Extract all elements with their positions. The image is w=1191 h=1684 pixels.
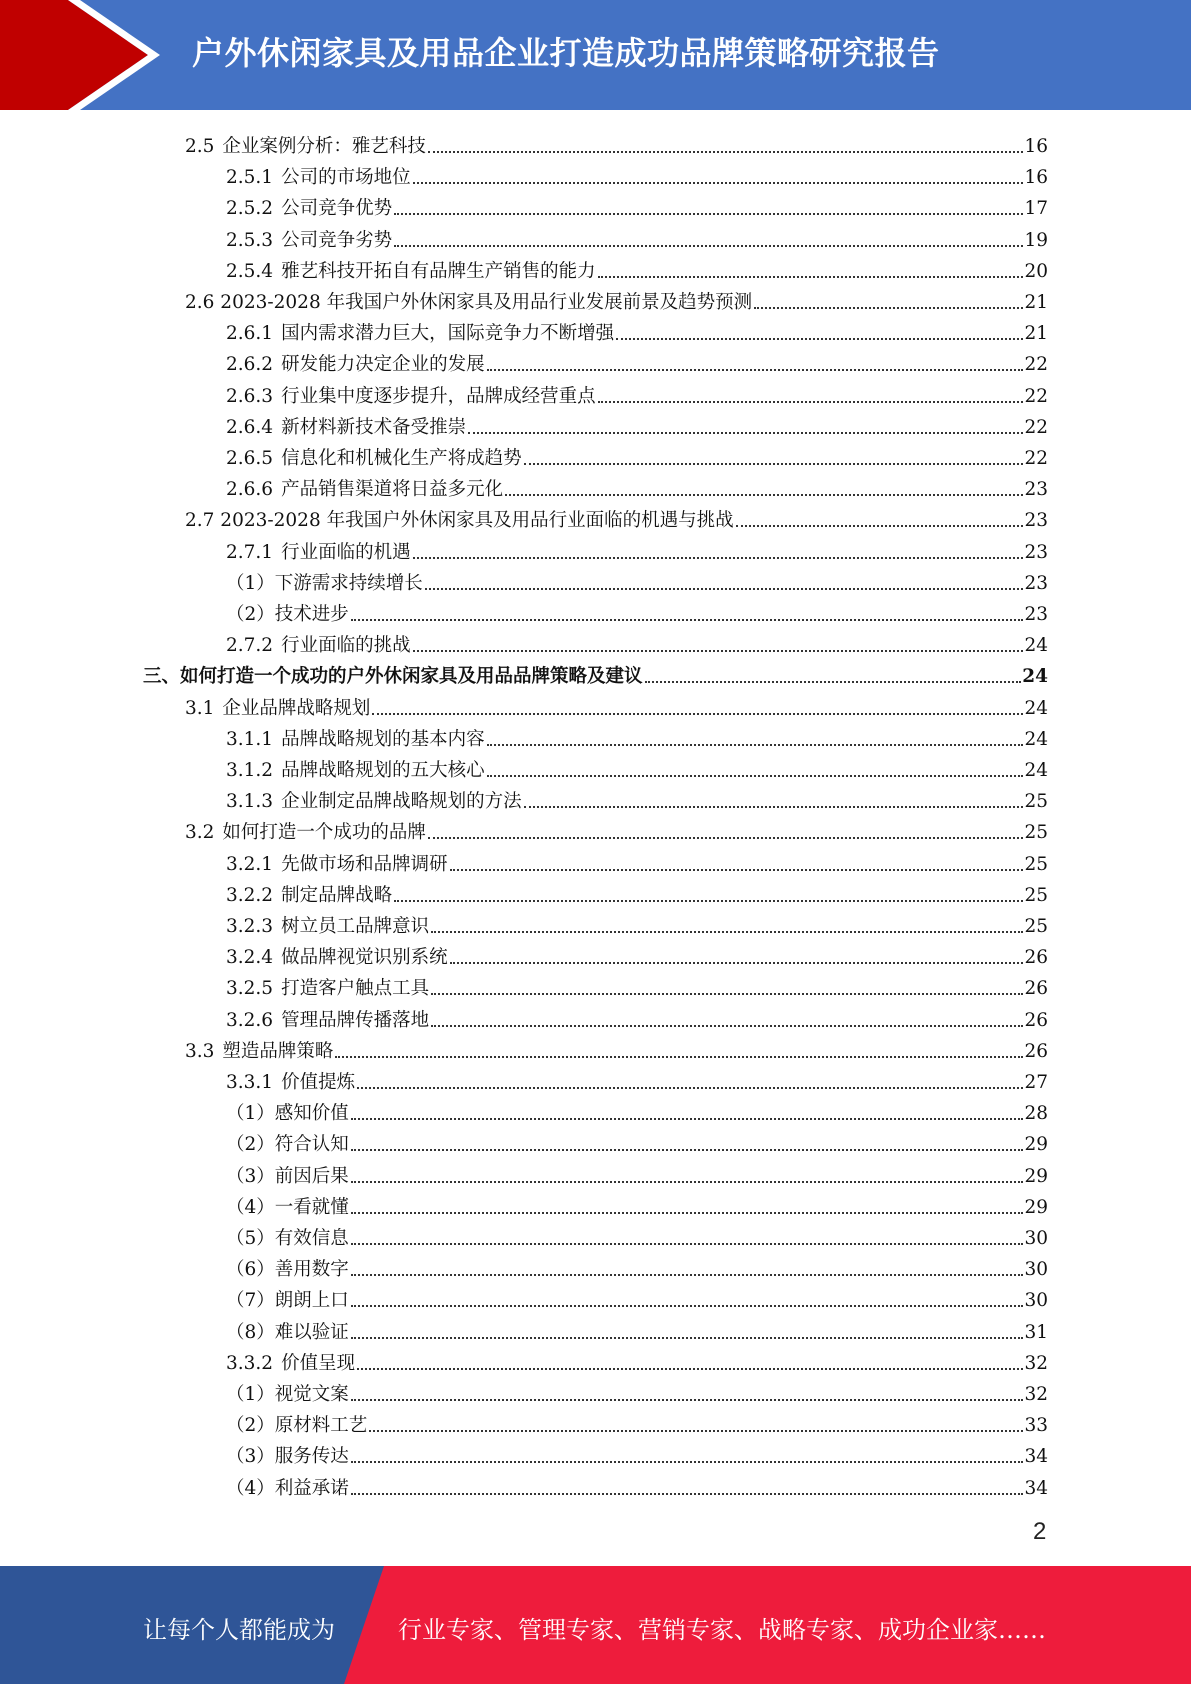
toc-entry-text: （8）难以验证	[226, 1321, 349, 1343]
toc-entry-number: 2.7.2	[226, 635, 274, 657]
toc-entry[interactable]	[226, 378, 1048, 409]
toc-entry[interactable]	[226, 1189, 1048, 1220]
toc-entry[interactable]	[226, 565, 1048, 596]
toc-entry-label	[226, 915, 431, 939]
toc-leader-dots	[357, 1368, 1023, 1370]
toc-entry-text: （5）有效信息	[226, 1228, 349, 1249]
toc-entry-number: 2.5.3	[226, 229, 274, 251]
toc-leader-dots	[394, 213, 1023, 215]
toc-leader-dots	[736, 525, 1024, 527]
page-number: 2	[1033, 1518, 1047, 1545]
toc-entry[interactable]	[185, 284, 1048, 315]
toc-leader-dots	[413, 557, 1024, 559]
toc-entry-text: 企业制定品牌战略规划的方法	[281, 791, 522, 813]
toc-leader-dots	[487, 369, 1024, 371]
toc-entry[interactable]	[226, 783, 1048, 814]
toc-entry-number: 3.2.5	[226, 978, 274, 1000]
toc-entry[interactable]	[226, 596, 1048, 627]
toc-entry-label	[185, 509, 736, 533]
toc-entry-text: 行业面临的机遇	[281, 541, 411, 563]
toc-entry-label	[226, 884, 394, 908]
toc-leader-dots	[450, 869, 1024, 871]
toc-entry[interactable]	[226, 190, 1048, 221]
toc-entry-page: 30	[1024, 1290, 1048, 1312]
toc-entry-page: 25	[1024, 853, 1048, 875]
toc-entry-text: 品牌战略规划的五大核心	[281, 760, 485, 781]
toc-entry-text: （1）视觉文案	[226, 1384, 349, 1405]
toc-entry-page: 23	[1024, 541, 1048, 563]
toc-entry[interactable]	[226, 939, 1048, 970]
toc-entry-page: 34	[1024, 1446, 1048, 1468]
toc-entry[interactable]	[226, 1095, 1048, 1126]
toc-entry-page: 29	[1024, 1196, 1048, 1218]
toc-entry-text: 研发能力决定企业的发展	[281, 354, 485, 376]
toc-entry-page: 28	[1024, 1103, 1048, 1125]
toc-entry-page: 29	[1024, 1165, 1048, 1187]
toc-entry-number: 3.1	[185, 697, 215, 719]
toc-entry-page: 22	[1024, 354, 1048, 376]
toc-entry-text: （3）前因后果	[226, 1165, 349, 1187]
toc-leader-dots	[450, 962, 1024, 964]
toc-entry-text: 做品牌视觉识别系统	[281, 947, 448, 969]
toc-entry-label	[226, 260, 598, 284]
toc-entry[interactable]	[226, 970, 1048, 1001]
toc-entry-number: 2.7.1	[226, 541, 274, 563]
toc-entry-number: 3.3.2	[226, 1352, 274, 1374]
toc-entry-text: 三、如何打造一个成功的户外休闲家具及用品品牌策略及建议	[143, 666, 643, 688]
toc-entry-text: （1）下游需求持续增长	[226, 572, 423, 594]
toc-leader-dots	[431, 1025, 1023, 1027]
toc-entry-page: 26	[1024, 947, 1048, 969]
footer-slogan-left: 让每个人都能成为	[143, 1616, 335, 1644]
toc-entry-label	[226, 1352, 357, 1376]
toc-leader-dots	[487, 775, 1024, 777]
toc-entry[interactable]	[226, 409, 1048, 440]
toc-leader-dots	[431, 931, 1023, 933]
toc-entry-label	[226, 1258, 351, 1282]
toc-entry-page: 17	[1024, 198, 1048, 220]
toc-leader-dots	[335, 1056, 1023, 1058]
toc-entry-text: 管理品牌传播落地	[281, 1009, 430, 1031]
toc-entry-number: 2.6.1	[226, 323, 274, 345]
toc-entry-page: 24	[1024, 697, 1048, 719]
toc-entry-page: 16	[1024, 136, 1048, 157]
toc-entry-label	[226, 759, 487, 783]
toc-entry-label	[143, 665, 645, 689]
toc-leader-dots	[351, 1274, 1024, 1276]
toc-entry-label	[226, 322, 616, 346]
toc-entry-number: 2.5.1	[226, 167, 274, 189]
toc-entry[interactable]	[185, 1033, 1048, 1064]
toc-entry-text: 行业集中度逐步提升，品牌成经营重点	[281, 385, 596, 407]
toc-entry-text: 先做市场和品牌调研	[281, 853, 448, 875]
toc-entry[interactable]	[226, 846, 1048, 877]
toc-leader-dots	[505, 494, 1023, 496]
toc-entry-number: 3.3.1	[226, 1072, 274, 1093]
toc-entry-page: 29	[1024, 1134, 1048, 1156]
toc-entry-text: 打造客户触点工具	[281, 978, 430, 1000]
toc-entry-label	[226, 1102, 351, 1126]
toc-entry-number: 2.6.2	[226, 354, 274, 376]
toc-entry[interactable]	[185, 128, 1048, 159]
toc-entry-label	[226, 1009, 431, 1033]
toc-entry-page: 24	[1024, 760, 1048, 781]
toc-entry-label	[185, 1040, 335, 1064]
toc-entry-page: 25	[1024, 916, 1048, 937]
toc-leader-dots	[351, 1149, 1024, 1151]
toc-entry-label	[226, 1196, 351, 1220]
toc-leader-dots	[524, 463, 1024, 465]
toc-entry-text: 塑造品牌策略	[222, 1040, 334, 1062]
toc-entry-page: 25	[1024, 791, 1048, 813]
toc-entry-page: 25	[1024, 822, 1048, 844]
toc-entry[interactable]	[226, 346, 1048, 377]
toc-entry-text: 如何打造一个成功的品牌	[222, 822, 426, 844]
toc-entry[interactable]	[226, 440, 1048, 471]
toc-entry-label	[226, 1383, 351, 1407]
toc-entry-label	[226, 229, 394, 253]
toc-entry[interactable]	[226, 1376, 1048, 1407]
toc-leader-dots	[428, 151, 1024, 153]
toc-entry-text: （4）利益承诺	[226, 1477, 349, 1499]
toc-entry-label	[185, 291, 754, 315]
toc-leader-dots	[351, 1212, 1024, 1214]
toc-entry-label	[185, 821, 428, 845]
toc-entry-page: 23	[1024, 604, 1048, 625]
toc-leader-dots	[431, 993, 1023, 995]
toc-entry-page: 22	[1024, 385, 1048, 407]
toc-entry-text: 雅艺科技开拓自有品牌生产销售的能力	[281, 260, 596, 282]
toc-entry-text: 信息化和机械化生产将成趋势	[281, 448, 522, 469]
toc-entry-text: 公司竞争劣势	[281, 229, 393, 251]
toc-entry-label	[226, 946, 450, 970]
toc-entry-number: 2.6.6	[226, 479, 274, 501]
toc-entry[interactable]	[226, 1064, 1048, 1095]
toc-leader-dots	[413, 182, 1024, 184]
toc-entry-text: （2）技术进步	[226, 604, 349, 625]
toc-entry-label	[226, 853, 450, 877]
toc-entry-page: 16	[1024, 167, 1048, 189]
toc-entry-text: 品牌战略规划的基本内容	[281, 728, 485, 750]
toc-leader-dots	[351, 1399, 1024, 1401]
toc-leader-dots	[351, 1118, 1024, 1120]
page-footer	[0, 1566, 1191, 1684]
toc-leader-dots	[524, 806, 1024, 808]
toc-entry-label	[185, 697, 372, 721]
toc-entry[interactable]	[185, 814, 1048, 845]
toc-entry-page: 32	[1024, 1384, 1048, 1405]
toc-entry-label	[226, 790, 524, 814]
toc-entry-page: 31	[1024, 1321, 1048, 1343]
toc-entry-number: 3.2.3	[226, 916, 274, 937]
toc-leader-dots	[351, 1243, 1024, 1245]
page-header	[0, 0, 1191, 110]
toc-entry[interactable]	[226, 1220, 1048, 1251]
toc-entry[interactable]	[226, 1251, 1048, 1282]
toc-entry[interactable]	[226, 752, 1048, 783]
toc-entry[interactable]	[226, 1470, 1048, 1501]
toc-entry-page: 25	[1024, 884, 1048, 906]
toc-leader-dots	[351, 1337, 1024, 1339]
toc-leader-dots	[645, 681, 1022, 683]
toc-entry-label	[226, 197, 394, 221]
toc-entry-label	[226, 1289, 351, 1313]
toc-entry[interactable]	[226, 471, 1048, 502]
toc-entry-text: 树立员工品牌意识	[281, 916, 430, 937]
toc-entry-text: 价值呈现	[281, 1352, 356, 1374]
toc-entry[interactable]	[226, 1438, 1048, 1469]
toc-entry-text: 行业面临的挑战	[281, 635, 411, 657]
toc-entry-page: 22	[1024, 416, 1048, 438]
toc-entry-label	[226, 166, 413, 190]
toc-entry-label	[226, 1414, 369, 1438]
toc-leader-dots	[394, 245, 1023, 247]
toc-entry-page: 24	[1024, 635, 1048, 657]
toc-entry-page: 21	[1024, 292, 1048, 313]
toc-entry-page: 23	[1024, 479, 1048, 501]
toc-leader-dots	[487, 744, 1024, 746]
toc-entry[interactable]	[226, 222, 1048, 253]
toc-entry-page: 30	[1024, 1259, 1048, 1281]
toc-entry-text: （4）一看就懂	[226, 1196, 349, 1218]
toc-entry-number: 2.6.4	[226, 416, 274, 438]
toc-entry-text: 2.7 2023-2028 年我国户外休闲家具及用品行业面临的机遇与挑战	[185, 510, 734, 532]
toc-entry-label	[226, 385, 598, 409]
toc-leader-dots	[394, 900, 1023, 902]
toc-entry-page: 23	[1024, 572, 1048, 594]
toc-entry-text: 公司竞争优势	[281, 198, 393, 220]
toc-entry[interactable]	[226, 159, 1048, 190]
toc-entry-page: 27	[1024, 1072, 1048, 1093]
toc-entry[interactable]	[226, 1407, 1048, 1438]
toc-entry-text: （2）符合认知	[226, 1134, 349, 1156]
toc-entry[interactable]	[185, 502, 1048, 533]
toc-entry-text: 价值提炼	[281, 1072, 356, 1093]
toc-entry-number: 3.1.3	[226, 791, 274, 813]
toc-leader-dots	[351, 1181, 1024, 1183]
toc-entry-text: 企业案例分析：雅艺科技	[222, 136, 426, 157]
toc-entry-label	[226, 353, 487, 377]
toc-leader-dots	[428, 837, 1024, 839]
toc-entry[interactable]	[226, 1002, 1048, 1033]
toc-entry[interactable]	[226, 877, 1048, 908]
toc-entry-page: 24	[1022, 666, 1048, 688]
toc-entry-number: 3.1.1	[226, 728, 274, 750]
toc-entry-text: 新材料新技术备受推崇	[281, 416, 467, 438]
toc-entry-number: 2.5.4	[226, 260, 274, 282]
toc-entry-number: 2.5.2	[226, 198, 274, 220]
toc-entry-page: 26	[1024, 1040, 1048, 1062]
toc-entry-text: 公司的市场地位	[281, 167, 411, 189]
toc-entry-text: （6）善用数字	[226, 1259, 349, 1281]
toc-entry[interactable]	[185, 690, 1048, 721]
toc-entry-page: 26	[1024, 978, 1048, 1000]
toc-entry-label	[226, 541, 413, 565]
toc-entry-text: 国内需求潜力巨大，国际竞争力不断增强	[281, 323, 615, 345]
toc-leader-dots	[598, 401, 1024, 403]
toc-entry-text: （1）感知价值	[226, 1103, 349, 1125]
toc-entry-label	[226, 1133, 351, 1157]
toc-entry-page: 24	[1024, 728, 1048, 750]
toc-leader-dots	[425, 588, 1024, 590]
toc-entry-number: 2.6.3	[226, 385, 274, 407]
toc-entry-page: 30	[1024, 1228, 1048, 1249]
toc-entry-label	[226, 634, 413, 658]
toc-entry-text: 企业品牌战略规划	[222, 697, 371, 719]
toc-entry-text: （7）朗朗上口	[226, 1290, 349, 1312]
toc-entry[interactable]	[226, 721, 1048, 752]
toc-entry[interactable]	[226, 1282, 1048, 1313]
toc-entry-page: 20	[1024, 260, 1048, 282]
toc-entry-label	[226, 728, 487, 752]
toc-entry-page: 19	[1024, 229, 1048, 251]
toc-entry-page: 21	[1024, 323, 1048, 345]
toc-entry-number: 2.5	[185, 136, 215, 157]
toc-entry[interactable]	[226, 1345, 1048, 1376]
footer-slogan-right: 行业专家、管理专家、营销专家、战略专家、成功企业家……	[398, 1616, 1046, 1644]
toc-entry[interactable]	[226, 1314, 1048, 1345]
toc-entry-label	[226, 478, 505, 502]
toc-entry-label	[226, 572, 425, 596]
toc-entry-label	[226, 447, 524, 471]
toc-entry-number: 3.2.4	[226, 947, 274, 969]
toc-entry-number: 3.2.6	[226, 1009, 274, 1031]
toc-entry[interactable]	[226, 315, 1048, 346]
toc-leader-dots	[413, 650, 1024, 652]
toc-entry-label	[226, 416, 468, 440]
toc-entry[interactable]	[226, 1158, 1048, 1189]
toc-entry-number: 2.6.5	[226, 448, 274, 469]
toc-leader-dots	[351, 1461, 1024, 1463]
toc-entry-page: 26	[1024, 1009, 1048, 1031]
toc-entry-number: 3.2.1	[226, 853, 274, 875]
toc-entry-page: 22	[1024, 448, 1048, 469]
toc-entry-label	[226, 1227, 351, 1251]
toc-entry[interactable]	[226, 534, 1048, 565]
toc-entry-label	[226, 1071, 357, 1095]
toc-entry-label	[226, 1445, 351, 1469]
toc-entry-text: （3）服务传达	[226, 1446, 349, 1468]
toc-entry-text: 制定品牌战略	[281, 884, 393, 906]
toc-entry-label	[226, 1321, 351, 1345]
toc-leader-dots	[598, 276, 1024, 278]
toc-entry[interactable]	[226, 627, 1048, 658]
toc-leader-dots	[369, 1430, 1023, 1432]
toc-entry-page: 34	[1024, 1477, 1048, 1499]
toc-entry-label	[226, 977, 431, 1001]
toc-entry-label	[185, 135, 428, 159]
toc-entry-text: 产品销售渠道将日益多元化	[281, 479, 504, 501]
toc-entry-number: 3.2.2	[226, 884, 274, 906]
toc-leader-dots	[357, 1087, 1023, 1089]
toc-entry-page: 32	[1024, 1352, 1048, 1374]
toc-entry-number: 3.2	[185, 822, 215, 844]
toc-entry-page: 23	[1024, 510, 1048, 532]
toc-entry-label	[226, 1165, 351, 1189]
toc-leader-dots	[351, 1305, 1024, 1307]
toc-entry[interactable]	[143, 658, 1048, 689]
toc-entry[interactable]	[226, 253, 1048, 284]
toc-entry-number: 3.3	[185, 1040, 215, 1062]
toc-entry-text: （2）原材料工艺	[226, 1415, 368, 1437]
toc-leader-dots	[754, 307, 1023, 309]
toc-leader-dots	[468, 432, 1023, 434]
toc-entry-page: 33	[1024, 1415, 1048, 1437]
toc-entry-number: 3.1.2	[226, 760, 274, 781]
report-title: 户外休闲家具及用品企业打造成功品牌策略研究报告	[192, 34, 940, 72]
toc-leader-dots	[351, 1493, 1024, 1495]
toc-entry-label	[226, 1477, 351, 1501]
toc-entry[interactable]	[226, 1126, 1048, 1157]
toc-leader-dots	[616, 338, 1023, 340]
toc-entry-text: 2.6 2023-2028 年我国户外休闲家具及用品行业发展前景及趋势预测	[185, 292, 753, 313]
toc-entry-label	[226, 603, 351, 627]
toc-leader-dots	[351, 619, 1024, 621]
toc-entry[interactable]	[226, 908, 1048, 939]
toc-leader-dots	[372, 713, 1023, 715]
